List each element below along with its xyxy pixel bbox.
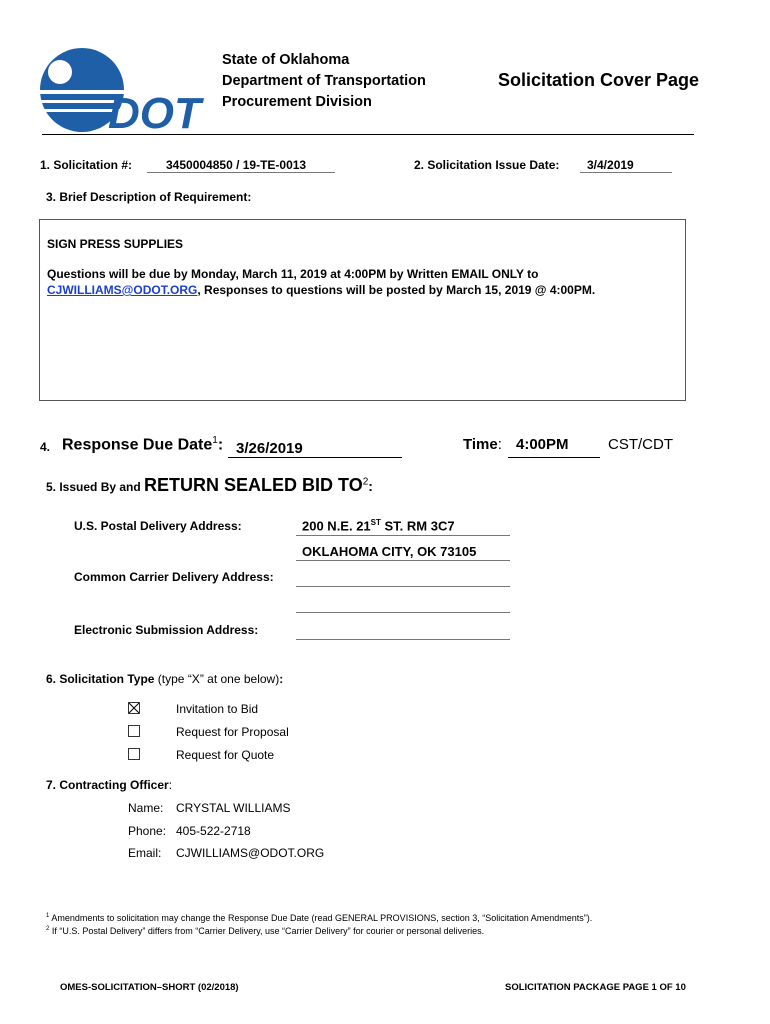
response-due-date-value: 3/26/2019 — [236, 440, 303, 457]
agency-line-department: Department of Transportation — [222, 73, 426, 89]
response-due-label: Response Due Date$^1$: — [62, 435, 224, 454]
contact-email-link[interactable]: CJWILLIAMS@ODOT.ORG — [47, 283, 198, 297]
odot-logo — [38, 46, 220, 138]
postal-address-label: U.S. Postal Delivery Address: — [74, 519, 242, 533]
postal-address-line2-underline — [296, 560, 510, 561]
form-identifier: OMES-SOLICITATION–SHORT (02/2018) — [60, 982, 239, 993]
description-label: 3. Brief Description of Requirement: — [46, 190, 252, 204]
checkbox-x-icon — [129, 703, 139, 713]
invitation-to-bid-checkbox[interactable] — [128, 702, 140, 714]
solicitation-number-value: 3450004850 / 19-TE-0013 — [166, 158, 307, 172]
officer-phone-value: 405-522-2718 — [176, 824, 251, 838]
solicitation-number-label: 1. Solicitation #: — [40, 158, 133, 172]
postal-address-line1: 200 N.E. 21ST ST. RM 3C7 — [302, 518, 455, 534]
issue-date-underline — [580, 172, 672, 173]
agency-line-division: Procurement Division — [222, 94, 372, 110]
response-due-time-label: Time: — [463, 436, 502, 453]
issue-date-value: 3/4/2019 — [587, 158, 634, 172]
carrier-address-line1[interactable] — [296, 586, 510, 587]
request-for-proposal-checkbox[interactable] — [128, 725, 140, 737]
timezone-label: CST/CDT — [608, 436, 673, 453]
response-due-date-underline — [228, 457, 402, 458]
electronic-address-label: Electronic Submission Address: — [74, 623, 259, 637]
request-for-proposal-label: Request for Proposal — [176, 725, 289, 739]
postal-address-line2: OKLAHOMA CITY, OK 73105 — [302, 544, 477, 559]
description-responses-text: , Responses to questions will be posted by March 15, 2019 @ 4:00PM. — [197, 283, 596, 297]
carrier-address-line2[interactable] — [296, 612, 510, 613]
postal-address-line1-underline — [296, 535, 510, 536]
page-number: SOLICITATION PACKAGE PAGE 1 OF 10 — [505, 982, 686, 993]
solicitation-type-label: 6. Solicitation Type (type “X” at one below): — [46, 672, 284, 686]
invitation-to-bid-label: Invitation to Bid — [176, 702, 259, 716]
issue-date-label: 2. Solicitation Issue Date: — [414, 158, 560, 172]
return-bid-label: 5. Issued By and RETURN SEALED BID $TO^2$: — [46, 475, 373, 495]
electronic-address-line[interactable] — [296, 639, 510, 640]
contracting-officer-label: 7. Contracting Officer: — [46, 778, 173, 792]
logo-text: DOT — [108, 89, 201, 138]
description-responses-line — [47, 283, 595, 297]
description-box — [39, 219, 686, 401]
officer-name-value: CRYSTAL WILLIAMS — [176, 801, 291, 815]
officer-email-label: Email: — [128, 846, 162, 860]
response-due-time-value: 4:00PM — [516, 436, 569, 453]
description-title: SIGN PRESS SUPPLIES — [47, 237, 184, 251]
officer-phone-label: Phone: — [128, 824, 167, 838]
header-divider — [42, 134, 694, 135]
carrier-address-label: Common Carrier Delivery Address: — [74, 570, 274, 584]
officer-name-label: Name: — [128, 801, 164, 815]
officer-email-value: CJWILLIAMS@ODOT.ORG — [176, 846, 325, 860]
response-due-number: 4. — [40, 440, 51, 454]
request-for-quote-label: Request for Quote — [176, 748, 275, 762]
solicitation-number-underline — [147, 172, 335, 173]
footnote-1: $^1$ Amendments to solicitation may change the Response Due Date (read GENERAL PROVISIONS, section 3, “Solicitation Amendments”). — [46, 913, 593, 923]
description-questions-line: Questions will be due by Monday, March 11, 2019 at 4:00PM by Written EMAIL ONLY to — [47, 267, 539, 281]
agency-line-state: State of Oklahoma — [222, 52, 350, 68]
footnote-2: $^2$ If “U.S. Postal Delivery” differs from “Carrier Delivery, use “Carrier Delivery” for courier or personal deliveries. — [46, 926, 485, 936]
response-due-time-underline — [508, 457, 600, 458]
agency-name-block — [222, 50, 426, 113]
request-for-quote-checkbox[interactable] — [128, 748, 140, 760]
page-title: Solicitation Cover Page — [498, 70, 700, 90]
